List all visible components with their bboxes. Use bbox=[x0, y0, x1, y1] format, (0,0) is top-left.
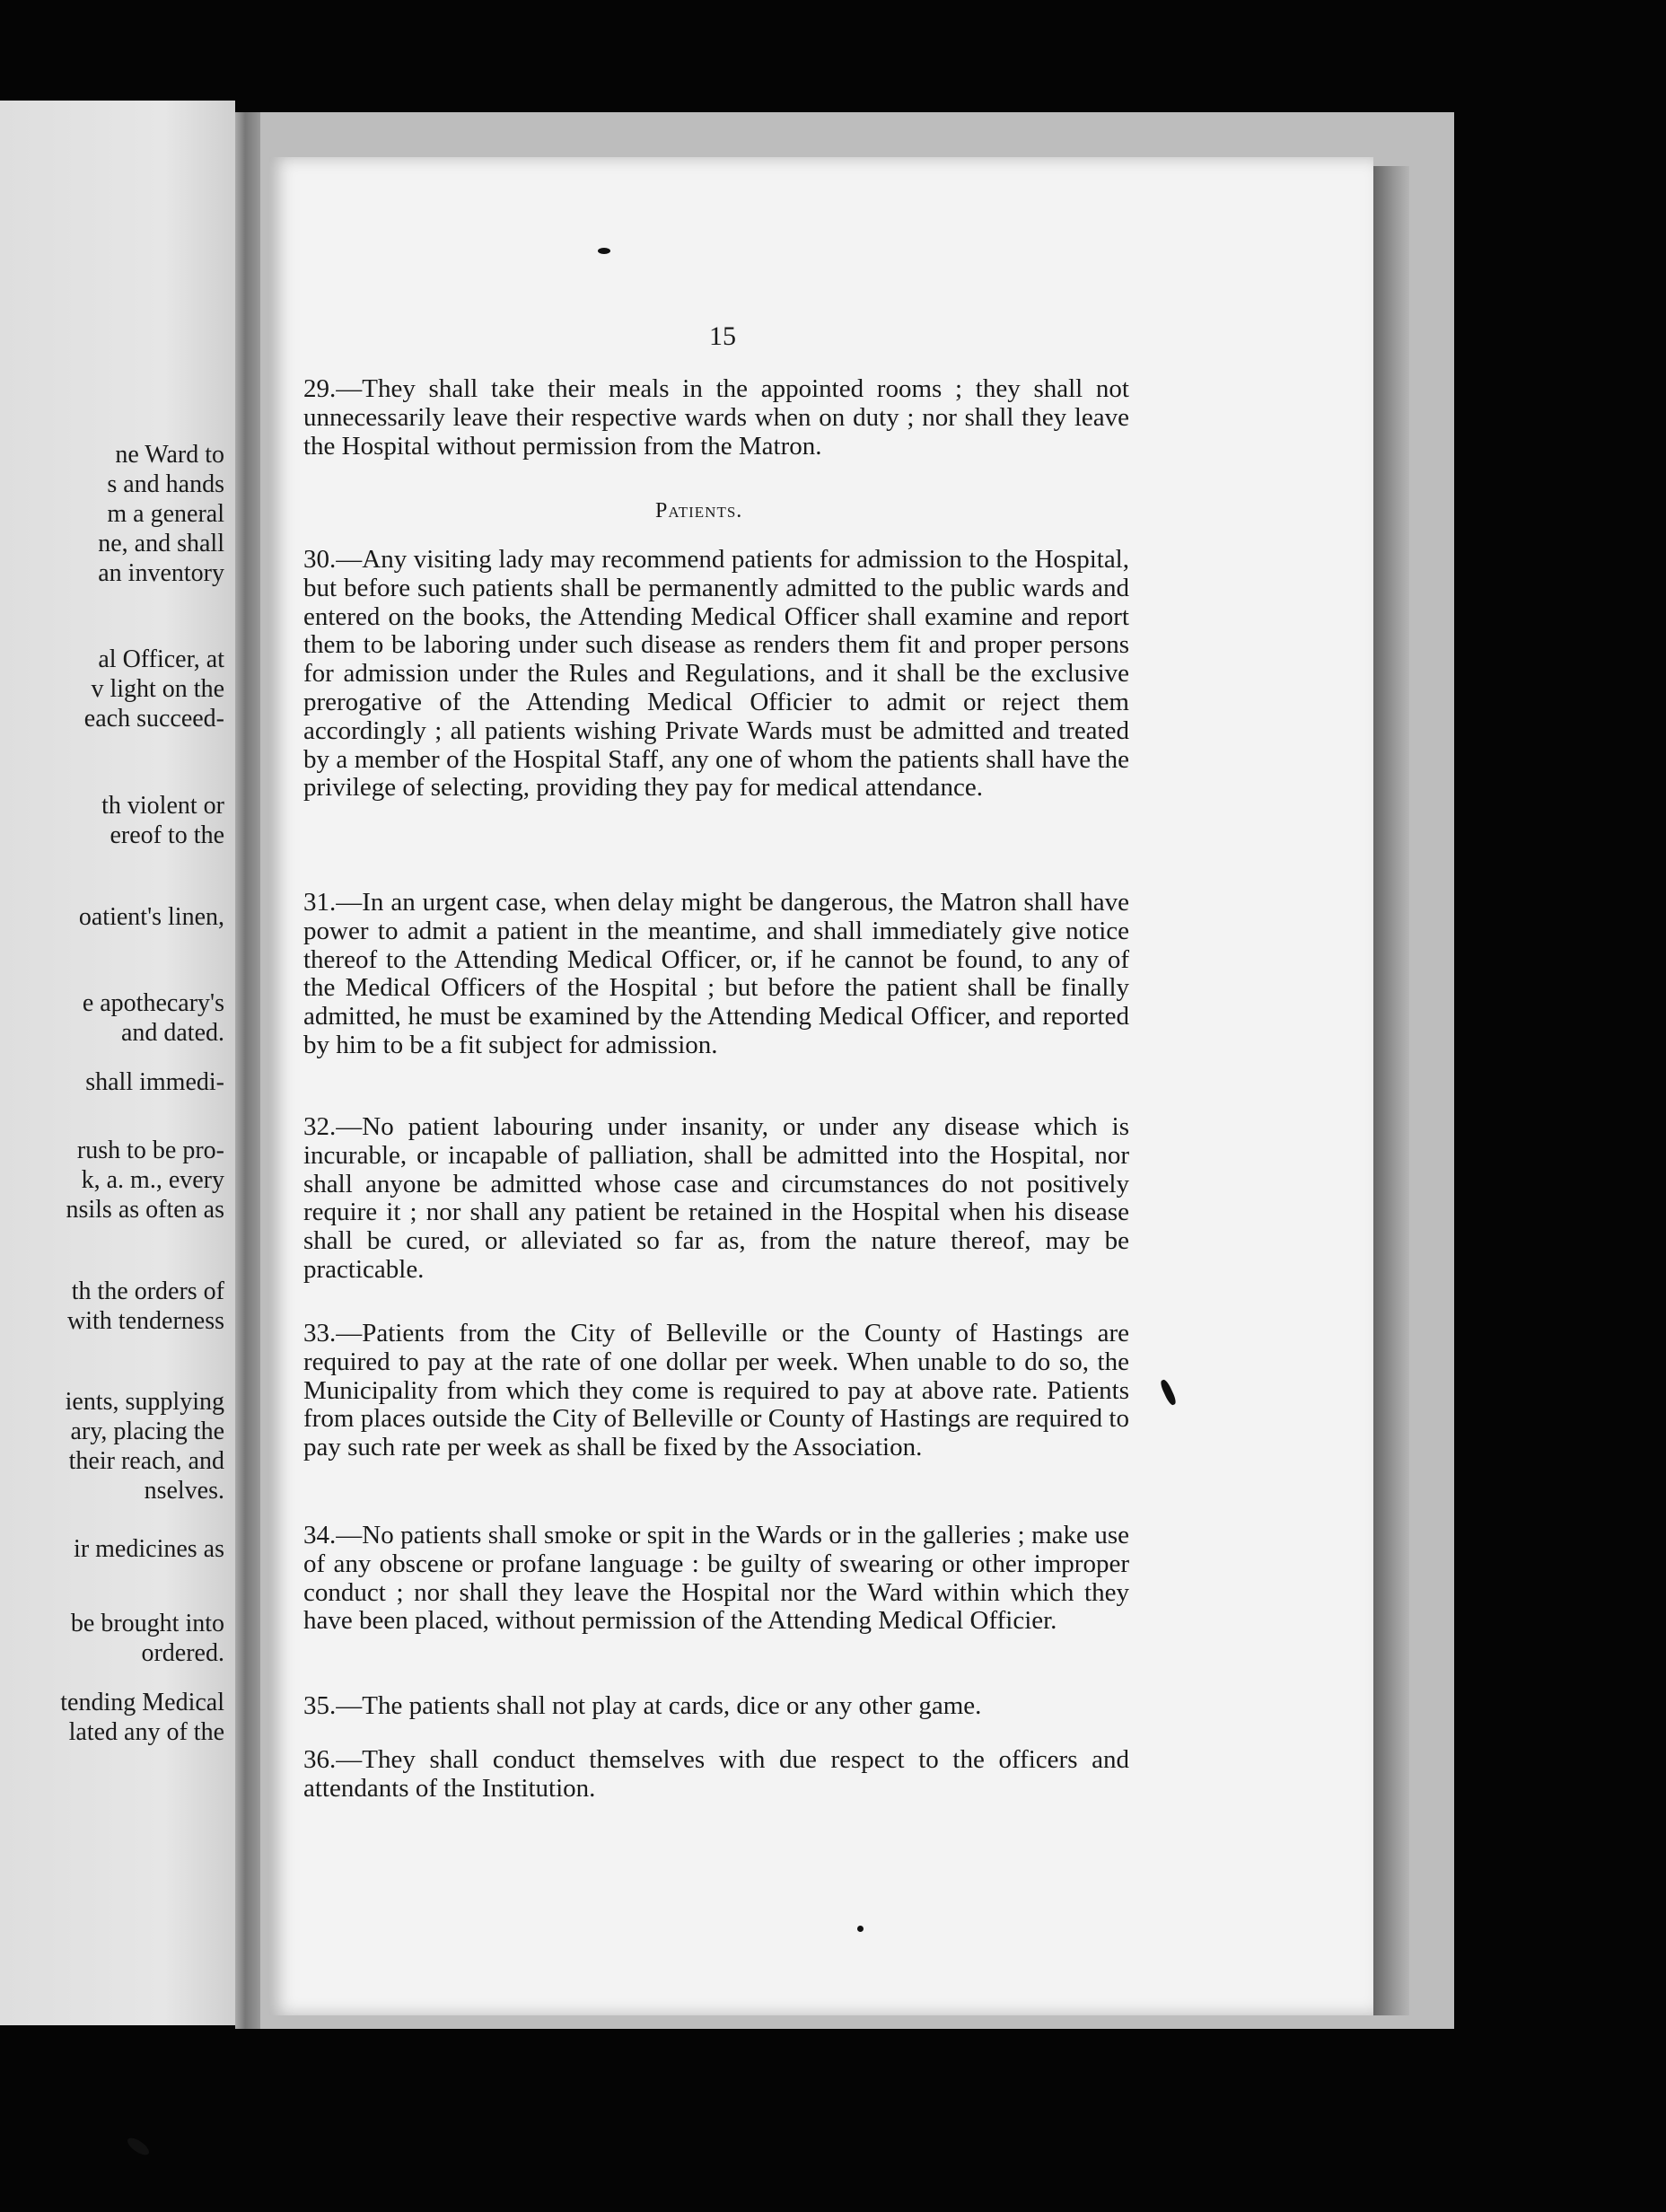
rule-paragraph-32: 32.—No patient labouring under insanity, or under any disease which is incurable, or incapable of palliation, shall be admitted into the Hospital, nor shall anyone be admitted whose case and circumstances do not positively require it ; nor shall any patient be retained in the Hospital when his disease shall be cured, or alleviated so far as, from the nature thereof, may be practicable. bbox=[303, 1112, 1129, 1284]
left-page-text-line: tending Medical bbox=[60, 1689, 224, 1716]
left-page-text-line: ereof to the bbox=[110, 821, 224, 849]
left-page-text-line: and dated. bbox=[120, 1019, 224, 1047]
rule-paragraph-31: 31.—In an urgent case, when delay might be dangerous, the Matron shall have power to admit a patient in the meantime, and shall immediately give notice thereof to the Attending Medical Officer, or, if he cannot be found, to any of the Medical Officers of the Hospital ; but before the patient shall be finally admitted, he must be examined by the Attending Medical Officer, and reported by him to be a fit subject for admission. bbox=[303, 888, 1129, 1059]
left-page-text-line: nsils as often as bbox=[66, 1196, 224, 1224]
left-page-text-line: k, a. m., every bbox=[81, 1166, 224, 1194]
left-page-text-line: with tenderness bbox=[67, 1307, 224, 1335]
rule-paragraph-34: 34.—No patients shall smoke or spit in the Wards or in the galleries ; make use of any obscene or profane language : be guilty of swearing or other improper conduct ; nor shall they leave the Hospital nor the Ward within which they have been placed, without permission of the Attending Medical Officier. bbox=[303, 1521, 1129, 1636]
left-page-text-line: an inventory bbox=[98, 559, 224, 587]
left-page-text-line: s and hands bbox=[107, 470, 224, 498]
section-heading: Patients. bbox=[655, 499, 743, 522]
rule-paragraph-29: 29.—They shall take their meals in the appointed rooms ; they shall not unnecessarily leave their respective wards when on duty ; nor shall they leave the Hospital without permission from the Matron. bbox=[303, 374, 1129, 461]
left-page-text-line: ir medicines as bbox=[74, 1535, 224, 1563]
left-page-text-line: th the orders of bbox=[71, 1277, 224, 1305]
left-page-text-line: v light on the bbox=[91, 675, 224, 703]
page-edge bbox=[1373, 166, 1409, 2015]
ink-speck bbox=[598, 248, 610, 254]
rule-paragraph-33: 33.—Patients from the City of Belleville or the County of Hastings are required to pay at the rate of one dollar per week. When unable to do so, the Municipality from which they come is required to pay at above rate. Patients from places outside the City of Belleville or County of Hastings are required to pay such rate per week as shall be fixed by the Association. bbox=[303, 1319, 1129, 1462]
page-number: 15 bbox=[709, 321, 736, 351]
left-page-text-line: rush to be pro- bbox=[76, 1137, 224, 1164]
left-page-text-line: ients, supplying bbox=[65, 1388, 224, 1416]
rule-paragraph-36: 36.—They shall conduct themselves with due respect to the officers and attendants of the Institution. bbox=[303, 1745, 1129, 1803]
book-gutter bbox=[235, 112, 260, 2029]
left-page-text-line: m a general bbox=[107, 500, 224, 528]
left-page-text-line: ary, placing the bbox=[70, 1418, 224, 1445]
left-page-text-line: be brought into bbox=[70, 1610, 224, 1637]
left-page-text-line: ordered. bbox=[141, 1639, 224, 1667]
left-page-text-line: e apothecary's bbox=[82, 989, 224, 1017]
left-page-text-line: shall immedi- bbox=[85, 1068, 224, 1096]
ink-speck bbox=[125, 2135, 152, 2158]
left-page-text-line: nselves. bbox=[144, 1477, 224, 1505]
left-page-text-line: al Officer, at bbox=[98, 645, 224, 673]
left-page-text-line: th violent or bbox=[101, 792, 224, 820]
left-page-text-line: their reach, and bbox=[68, 1447, 224, 1475]
left-page-text-line: each succeed- bbox=[83, 705, 224, 733]
left-page-text-line: ne, and shall bbox=[98, 530, 224, 557]
left-facing-page bbox=[0, 101, 235, 2025]
ink-speck bbox=[857, 1926, 864, 1932]
rule-paragraph-30: 30.—Any visiting lady may recommend patients for admission to the Hospital, but before such patients shall be permanently admitted to the public wards and entered on the books, the Attending Medical Officer shall examine and report them to be laboring under such disease as renders them fit and proper persons for admission under the Rules and Regulations, and it shall be the exclusive prerogative of the Attending Medical Officier to admit or reject them accordingly ; all patients wishing Private Wards must be admitted and treated by a member of the Hospital Staff, any one of whom the patients shall have the privilege of selecting, providing they pay for medical attendance. bbox=[303, 545, 1129, 803]
left-page-text-line: lated any of the bbox=[68, 1718, 224, 1746]
rule-paragraph-35: 35.—The patients shall not play at cards, dice or any other game. bbox=[303, 1691, 982, 1720]
left-page-text-line: oatient's linen, bbox=[78, 903, 224, 931]
left-page-text-line: ne Ward to bbox=[115, 441, 224, 469]
